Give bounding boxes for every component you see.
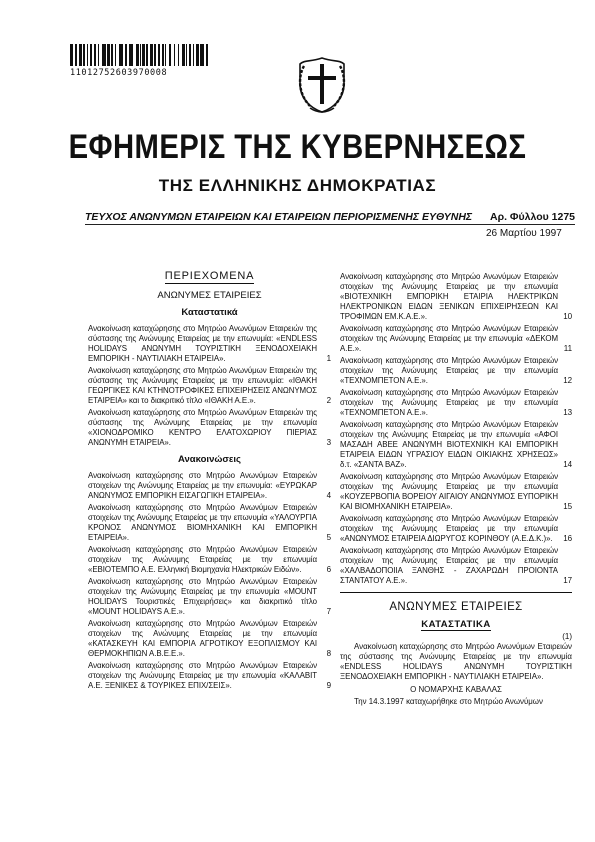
barcode-bar xyxy=(178,44,179,66)
barcode-bar xyxy=(158,44,159,66)
contents-entry-page: 3 xyxy=(326,438,331,447)
header-rule xyxy=(85,224,575,225)
contents-entry-page: 8 xyxy=(326,649,331,658)
contents-subsection-statutes: Καταστατικά xyxy=(181,307,238,318)
contents-entry-page: 14 xyxy=(563,460,572,469)
barcode-bar xyxy=(162,44,163,66)
body-section-title: ΑΝΩΝΥΜΕΣ ΕΤΑΙΡΕΙΕΣ xyxy=(389,601,523,613)
barcode-bar xyxy=(142,44,145,66)
barcode-bar xyxy=(189,44,192,66)
contents-entry xyxy=(340,472,572,512)
publication-title: ΕΦΗΜΕΡΙΣ ΤΗΣ ΚΥΒΕΡΝΗΣΕΩΣ xyxy=(68,128,527,166)
barcode-bar xyxy=(154,44,155,66)
barcode-bar xyxy=(136,44,139,66)
contents-entry-page: 13 xyxy=(563,408,572,417)
article-number: (1) xyxy=(562,632,572,641)
contents-entry xyxy=(88,471,331,501)
contents-list-announcements xyxy=(88,471,331,691)
contents-entry-text: Ανακοίνωση καταχώρησης στο Μητρώο Ανωνύμων Εταιρειών στοιχείων της Ανώνυμης Εταιρείας με την επωνυμία «ΤΕΧΝΟΜΠΕΤΟΝ Α.Ε.». xyxy=(340,356,558,385)
contents-entry xyxy=(88,503,331,543)
barcode-bar xyxy=(129,44,133,66)
contents-subsection-announcements: Ανακοινώσεις xyxy=(178,454,241,465)
contents-entry-text: Ανακοίνωση καταχώρησης στο Μητρώο Ανωνύμων Εταιρειών της σύστασης της Ανώνυμης Εταιρείας με την επωνυμία: «ΙΘΑΚΗ ΓΕΩΡΓΙΚΕΣ ΚΑΙ ΚΤΗΝΟΤΡΟΦΙΚΕΣ ΕΠΙΧΕΙΡΗΣΕΙΣ ΑΝΩΝΥΜΟΣ ΕΤΑΙΡΕΙΑ» και το διακριτικό τίτλο «ΙΘΑΚΗ Α.Ε.». xyxy=(88,366,317,405)
contents-entry xyxy=(340,324,572,354)
contents-entry-text: Ανακοίνωση καταχώρησης στο Μητρώο Ανωνύμων Εταιρειών στοιχείων της Ανώνυμης Εταιρείας με την επωνυμία «ΤΕΧΝΟΜΠΕΤΟΝ Α.Ε.». xyxy=(340,388,558,417)
contents-entry-text: Ανακοίνωση καταχώρησης στο Μητρώο Ανωνύμων Εταιρειών της σύστασης της Ανώνυμης Εταιρείας με την επωνυμία: «ENDLESS HOLIDAYS ΑΝΩΝΥΜΗ ΤΟΥΡΙΣΤΙΚΗ ΞΕΝΟΔΟΧΕΙΑΚΗ ΕΜΠΟΡΙΚΗ - ΝΑΥΤΙΛΙΑΚΗ ΕΤΑΙΡΕΙΑ». xyxy=(88,324,317,363)
barcode-bar xyxy=(182,44,185,66)
contents-entry-text: Ανακοίνωση καταχώρησης στο Μητρώο Ανωνύμων Εταιρειών στοιχείων της Ανώνυμης Εταιρείας με την επωνυμία «ΥΑΛΟΥΡΓΙΑ ΚΡΟΝΟΣ ΑΝΩΝΥΜΟΣ ΒΙΟΜΗΧΑΝΙΚΗ ΚΑΙ ΕΜΠΟΡΙΚΗ ΕΤΑΙΡΕΙΑ». xyxy=(88,503,317,542)
contents-entry-page: 16 xyxy=(563,534,572,543)
contents-section-title: ΑΝΩΝΥΜΕΣ ΕΤΑΙΡΕΙΕΣ xyxy=(157,290,262,301)
contents-entry-page: 15 xyxy=(563,502,572,511)
contents-entry-text: Ανακοίνωση καταχώρησης στο Μητρώο Ανωνύμων Εταιρειών της σύστασης της Ανώνυμης Εταιρείας με την επωνυμία «ΧΙΟΝΟΔΡΟΜΙΚΟ ΚΕΝΤΡΟ ΕΛΑΤΟΧΩΡΙΟΥ ΠΙΕΡΙΑΣ ΑΝΩΝΥΜΗ ΕΤΑΙΡΕΙΑ». xyxy=(88,408,317,447)
contents-entry-page: 2 xyxy=(326,396,331,405)
barcode-bar xyxy=(70,44,73,66)
contents-entry-page: 5 xyxy=(326,533,331,542)
contents-entry-page: 11 xyxy=(563,344,572,353)
article-authority: Ο ΝΟΜΑΡΧΗΣ ΚΑΒΑΛΑΣ xyxy=(410,685,502,694)
barcode-bar xyxy=(196,44,199,66)
barcode-number: 11012752603970008 xyxy=(70,68,168,78)
contents-entry xyxy=(88,366,331,406)
publication-subtitle: ΤΗΣ ΕΛΛΗΝΙΚΗΣ ΔΗΜΟΚΡΑΤΙΑΣ xyxy=(158,176,437,195)
contents-list-continued xyxy=(340,272,572,586)
sheet-number: Αρ. Φύλλου 1275 xyxy=(490,211,575,223)
contents-entry xyxy=(88,577,331,617)
barcode-bar xyxy=(206,44,209,66)
barcode-bar xyxy=(102,44,106,66)
contents-entry-text: Ανακοίνωση καταχώρησης στο Μητρώο Ανωνύμων Εταιρειών στοιχείων της Ανώνυμης Εταιρείας με την επωνυμία «MOUNT HOLIDAYS Τουριστικές Επιχειρήσεις» και διακριτικό τίτλο «MOUNT HOLIDAYS A.E.». xyxy=(88,577,317,616)
contents-entry-text: Ανακοίνωση καταχώρησης στο Μητρώο Ανωνύμων Εταιρειών στοιχείων της Ανώνυμης Εταιρείας με την επωνυμία «ΧΑΛΒΑΔΟΠΟΙΙΑ ΞΑΝΘΗΣ - ΖΑΧΑΡΩΔΗ ΠΡΟΙΟΝΤΑ ΣΤΑΝΤΑΤΟΥ Α.Ε.». xyxy=(340,546,558,585)
contents-entry-page: 12 xyxy=(563,376,572,385)
contents-entry xyxy=(340,514,572,544)
barcode-bar xyxy=(94,44,97,66)
contents-entry xyxy=(340,388,572,418)
contents-list-statutes xyxy=(88,324,331,448)
issue-date: 26 Μαρτίου 1997 xyxy=(486,228,562,239)
contents-entry-page: 6 xyxy=(326,565,331,574)
contents-entry-page: 10 xyxy=(563,312,572,321)
contents-entry xyxy=(340,546,572,586)
issue-line xyxy=(85,211,575,223)
contents-entry-page: 1 xyxy=(326,354,331,363)
barcode-bar xyxy=(83,44,84,66)
contents-entry-text: Ανακοίνωση καταχώρησης στο Μητρώο Ανωνύμων Εταιρειών στοιχείων της Ανώνυμης Εταιρείας με την επωνυμία «ΕΒΙΟΤΕΜΠΟ Α.Ε. Ελληνική Βιομηχανία Ηλεκτρικών Ειδών». xyxy=(88,545,317,574)
barcode-bar xyxy=(119,44,123,66)
barcode-bar xyxy=(146,44,147,66)
barcode-bar xyxy=(186,44,187,66)
barcode-bar xyxy=(125,44,126,66)
contents-entry-text: Ανακοίνωση καταχώρησης στο Μητρώο Ανωνύμων Εταιρειών στοιχείων της Ανώνυμης Εταιρείας με την επωνυμία «ΚΟΥΖΕΡΒΟΠΙΑ ΒΟΡΕΙΟΥ ΑΙΓΑΙΟΥ ΑΝΩΝΥΜΟΣ ΕΥΠΟΡΙΚΗ ΚΑΙ ΒΙΟΜΗΧΑΝΙΚΗ ΕΤΑΙΡΕΙΑ». xyxy=(340,472,558,511)
contents-entry xyxy=(88,408,331,448)
contents-entry-text: Ανακοίνωση καταχώρησης στο Μητρώο Ανωνύμων Εταιρειών στοιχείων της Ανώνυμης Εταιρείας με την επωνυμία: «ΕΥΡΩΚΑΡ ΑΝΩΝΥΜΟΣ ΕΜΠΟΡΙΚΗ ΕΙΣΑΓΩΓΙΚΗ ΕΤΑΙΡΕΙΑ». xyxy=(88,471,317,500)
barcode-bars xyxy=(70,44,210,66)
barcode-bar xyxy=(193,44,194,66)
barcode-bar xyxy=(169,44,172,66)
barcode-bar xyxy=(90,44,93,66)
contents-entry xyxy=(340,356,572,386)
barcode-bar xyxy=(174,44,175,66)
contents-entry xyxy=(88,545,331,575)
body-section-subtitle: ΚΑΤΑΣΤΑΤΙΚΑ xyxy=(421,619,491,630)
contents-entry-page: 17 xyxy=(563,576,572,585)
barcode-bar xyxy=(150,44,153,66)
barcode-bar xyxy=(79,44,82,66)
contents-entry-text: Ανακοίνωση καταχώρησης στο Μητρώο Ανωνύμων Εταιρειών στοιχείων της Ανώνυμης Εταιρείας με την επωνυμία «ΑΝΩΝΥΜΟΣ ΕΤΑΙΡΕΙΑ ΔΙΩΡΥΓΟΣ ΚΟΡΙΝΘΟΥ (Α.Ε.Δ.Κ.)». xyxy=(340,514,558,543)
contents-column-right xyxy=(340,272,572,710)
barcode-bar xyxy=(107,44,110,66)
section-divider xyxy=(340,592,572,593)
contents-entry-text: Ανακοίνωση καταχώρησης στο Μητρώο Ανωνύμων Εταιρειών στοιχείων της Ανώνυμης Εταιρείας με την επωνυμία «ΚΑΤΑΣΚΕΥΗ ΚΑΙ ΕΜΠΟΡΙΑ ΑΓΡΟΤΙΚΟΥ ΕΞΟΠΛΙΣΜΟΥ ΚΑΙ ΘΕΡΜΟΚΗΠΙΩΝ Α.Β.Ε.Ε.». xyxy=(88,619,317,658)
barcode-bar xyxy=(87,44,88,66)
contents-column-left xyxy=(88,270,331,693)
contents-entry-page: 4 xyxy=(326,491,331,500)
coat-of-arms-icon xyxy=(296,54,348,116)
barcode-bar xyxy=(115,44,116,66)
contents-entry xyxy=(88,619,331,659)
contents-entry xyxy=(340,420,572,470)
contents-entry-page: 7 xyxy=(326,607,331,616)
barcode-bar xyxy=(111,44,114,66)
contents-entry xyxy=(88,661,331,691)
contents-entry xyxy=(340,272,572,322)
contents-entry-text: Ανακοίνωση καταχώρησης στο Μητρώο Ανωνύμων Εταιρειών στοιχείων της Ανώνυμης Εταιρείας με την επωνυμία «ΚΑΛΑΒΙΤ Α.Ε. ΞΕΝΙΚΕΣ & ΤΟΥΡΙΚΕΣ ΕΠΙΧ/ΣΕΙΣ». xyxy=(88,661,317,690)
issue-type: ΤΕΥΧΟΣ ΑΝΩΝΥΜΩΝ ΕΤΑΙΡΕΙΩΝ ΚΑΙ ΕΤΑΙΡΕΙΩΝ ΠΕΡΙΟΡΙΣΜΕΝΗΣ ΕΥΘΥΝΗΣ xyxy=(85,211,473,223)
contents-entry-page: 9 xyxy=(326,681,331,690)
contents-entry-text: Ανακοίνωση καταχώρησης στο Μητρώο Ανωνύμων Εταιρειών στοιχείων της Ανώνυμης Εταιρείας με την επωνυμία «ΑΦΟΙ ΜΑΣΑΔΗ ΑΒΕΕ ΑΝΩΝΥΜΗ ΒΙΟΤΕΧΝΙΚΗ ΚΑΙ ΕΜΠΟΡΙΚΗ ΕΤΑΙΡΕΙΑ ΕΙΔΩΝ ΥΓΡΑΣΙΟΥ ΕΙΔΩΝ ΟΙΚΙΑΚΗΣ ΧΡΗΣΕΩΣ» δ.τ. «ΣΑΝΤΑ ΒΑΖ». xyxy=(340,420,558,469)
barcode-bar xyxy=(200,44,204,66)
contents-entry-text: Ανακοίνωση καταχώρησης στο Μητρώο Ανωνύμων Εταιρειών στοιχείων της Ανώνυμης Εταιρείας με την επωνυμία «ΒΙΟΤΕΧΝΙΚΗ ΕΜΠΟΡΙΚΗ ΕΤΑΙΡΙΑ ΗΛΕΚΤΡΙΚΩΝ ΗΛΕΚΤΡΟΝΙΚΩΝ ΕΙΔΩΝ ΞΕΝΙΚΩΝ ΕΠΙΧΕΙΡΗΣΕΩΝ ΚΑΙ ΤΡΟΦΙΜΩΝ ΕΜ.Κ.Α.Ε.». xyxy=(340,272,558,321)
barcode-bar xyxy=(140,44,141,66)
barcode-bar xyxy=(75,44,76,66)
contents-entry xyxy=(88,324,331,364)
contents-entry-text: Ανακοίνωση καταχώρησης στο Μητρώο Ανωνύμων Εταιρειών στοιχείων της Ανώνυμης Εταιρείας με την επωνυμία «ΔΕΚΟΜ Α.Ε.». xyxy=(340,324,558,353)
barcode xyxy=(70,44,210,78)
article-paragraph: Την 14.3.1997 καταχωρήθηκε στο Μητρώο Ανωνύμων xyxy=(354,697,543,706)
barcode-bar xyxy=(165,44,166,66)
barcode-bar xyxy=(98,44,99,66)
article-paragraph: Ανακοίνωση καταχώρησης στο Μητρώο Ανωνύμων Εταιρειών της σύστασης της Ανώνυμης Εταιρείας με την επωνυμία «ENDLESS HOLIDAYS ΑΝΩΝΥΜΗ ΤΟΥΡΙΣΤΙΚΗ ΞΕΝΟΔΟΧΕΙΑΚΗ ΕΜΠΟΡΙΚΗ - ΝΑΥΤΙΛΙΑΚΗ ΕΤΑΙΡΕΙΑ». xyxy=(340,642,572,681)
contents-heading: ΠΕΡΙΕΧΟΜΕΝΑ xyxy=(164,270,255,282)
